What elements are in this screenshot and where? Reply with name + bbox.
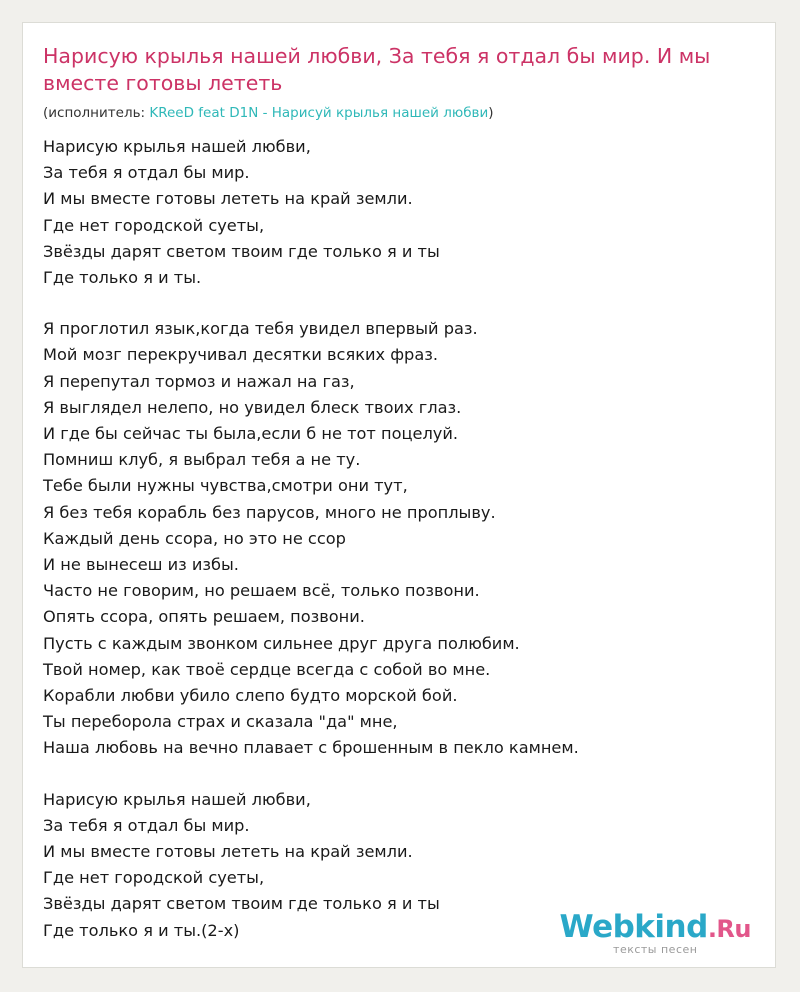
lyric-line: Звёзды дарят светом твоим где только я и ты [43,894,440,914]
lyric-line: Опять ссора, опять решаем, позвони. [43,607,365,627]
lyric-line: Где нет городской суеты, [43,868,265,888]
lyric-line: Твой номер, как твоё сердце всегда с собой во мне. [43,659,491,679]
lyrics-stanza [43,316,763,761]
lyric-line: Каждый день ссора, но это не ссор [43,528,346,548]
lyric-line: Звёзды дарят светом твоим где только я и ты [43,241,440,261]
song-title: Нарисую крылья нашей любви, За тебя я отдал бы мир. И мы вместе готовы лететь [43,44,711,95]
logo-main-text: Webkind [559,909,708,945]
lyric-line: За тебя я отдал бы мир. [43,163,250,183]
lyric-line: Где только я и ты. [43,268,202,288]
lyric-line: Тебе были нужны чувства,смотри они тут, [43,476,408,496]
lyric-line: Корабли любви убило слепо будто морской бой. [43,686,458,706]
artist-suffix: ) [488,105,494,121]
lyric-line: Ты переборола страх и сказала "да" мне, [43,712,398,732]
lyric-line: За тебя я отдал бы мир. [43,815,250,835]
lyric-line: Нарисую крылья нашей любви, [43,789,311,809]
lyric-line: И не вынесеш из избы. [43,555,239,575]
artist-credit [43,104,494,122]
lyric-line: И мы вместе готовы лететь на край земли. [43,842,413,862]
lyric-line: Мой мозг перекручивал десятки всяких фраз. [43,345,439,365]
lyric-line: Наша любовь на вечно плавает с брошенным в пекло камнем. [43,738,579,758]
lyrics-card [22,22,776,968]
artist-link[interactable]: KReeD feat D1N - Нарисуй крылья нашей любви [149,105,489,121]
logo-tagline: тексты песен [613,943,698,956]
lyrics-body [43,134,763,969]
artist-prefix: (исполнитель: [43,105,150,121]
lyric-line: Помниш клуб, я выбрал тебя а не ту. [43,450,361,470]
lyric-line: И мы вместе готовы лететь на край земли. [43,189,413,209]
lyric-line: Я перепутал тормоз и нажал на газ, [43,371,355,391]
lyric-line: Где только я и ты.(2-х) [43,920,240,940]
lyric-line: Часто не говорим, но решаем всё, только позвони. [43,581,480,601]
lyric-line: Нарисую крылья нашей любви, [43,137,311,156]
lyric-line: И где бы сейчас ты была,если б не тот поцелуй. [43,424,459,444]
logo-tld-text: .Ru [707,915,751,943]
lyric-line: Пусть с каждым звонком сильнее друг друга полюбим. [43,633,520,653]
lyric-line: Я без тебя корабль без парусов, много не проплыву. [43,502,496,522]
lyric-line: Я выглядел нелепо, но увидел блеск твоих глаз. [43,397,462,417]
lyrics-stanza [43,134,763,291]
webkind-logo[interactable] [559,909,752,956]
lyric-line: Я проглотил язык,когда тебя увидел впервый раз. [43,319,478,339]
lyric-line: Где нет городской суеты, [43,215,265,235]
